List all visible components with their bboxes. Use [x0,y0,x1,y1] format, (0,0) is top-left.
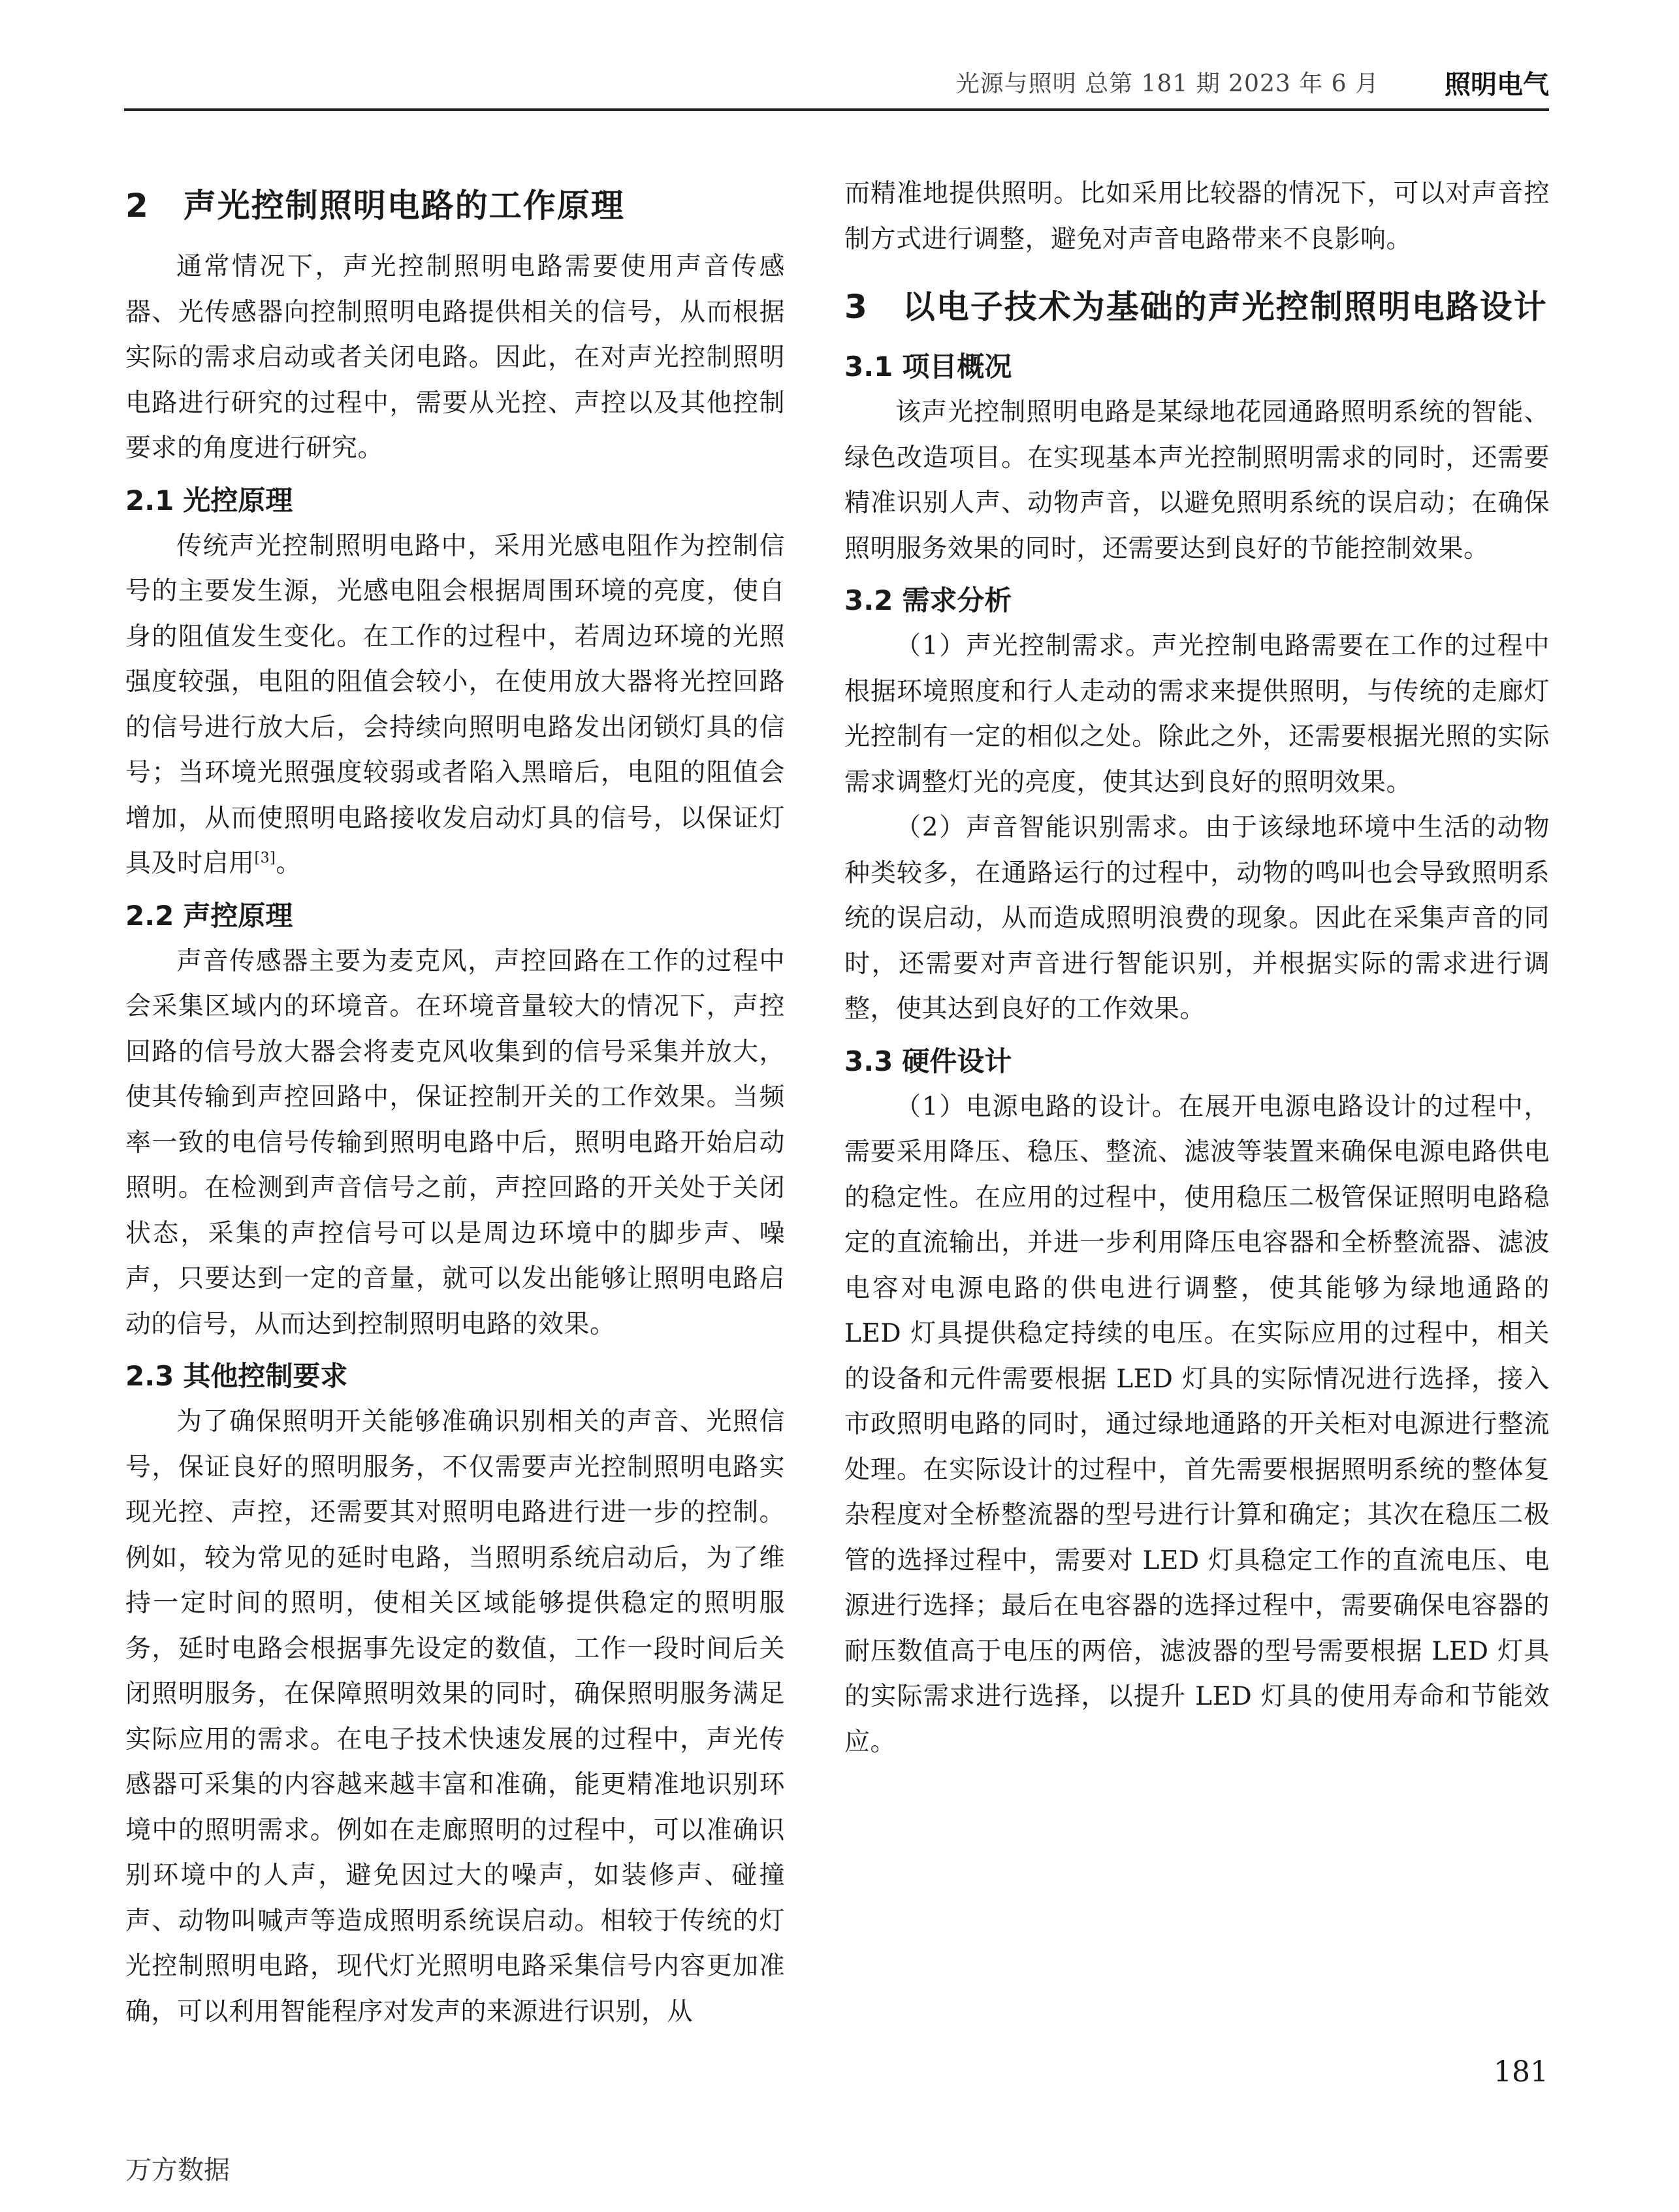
page-number: 181 [1494,2055,1548,2089]
section-title: 其他控制要求 [183,1360,348,1392]
section-number: 3.2 [844,584,893,616]
section-2-3-heading [125,1355,785,1398]
paragraph-intro: 通常情况下，声光控制照明电路需要使用声音传感器、光传感器向控制照明电路提供相关的信号，从而根据实际的需求启动或者关闭电路。因此，在对声光控制照明电路进行研究的过程中，需要从光控、声控以及其他控制要求的角度进行研究。 [125,252,785,463]
section-name: 照明电气 [1445,70,1549,100]
section-title: 需求分析 [902,584,1012,616]
section-title: 声控原理 [183,899,293,932]
paragraph-continued: 而精准地提供照明。比如采用比较器的情况下，可以对声音控制方式进行调整，避免对声音电路带来不良影响。 [844,179,1550,254]
section-title: 项目概况 [902,351,1012,383]
paragraph-3-2-a: （1）声光控制需求。声光控制电路需要在工作的过程中根据环境照度和行人走动的需求来提供照明，与传统的走廊灯光控制有一定的相似之处。除此之外，还需要根据光照的实际需求调整灯光的亮度，使其达到良好的照明效果。 [844,631,1550,797]
right-column [844,171,1550,1765]
section-number: 3.3 [844,1045,893,1077]
watermark-text: 万方数据 [125,2155,230,2185]
citation-ref: [3] [254,850,276,866]
section-title: 声光控制照明电路的工作原理 [183,187,625,225]
section-2-1-heading [125,479,785,522]
section-3-1-heading [844,345,1550,388]
section-number: 3.1 [844,351,893,383]
paragraph-2-3: 为了确保照明开关能够准确识别相关的声音、光照信号，保证良好的照明服务，不仅需要声光控制照明电路实现光控、声控，还需要其对照明电路进行进一步的控制。例如，较为常见的延时电路，当照明系统启动后，为了维持一定时间的照明，使相关区域能够提供稳定的照明服务，延时电路会根据事先设定的数值，工作一段时间后关闭照明服务，在保障照明效果的同时，确保照明服务满足实际应用的需求。在电子技术快速发展的过程中，声光传感器可采集的内容越来越丰富和准确，能更精准地识别环境中的照明需求。例如在走廊照明的过程中，可以准确识别环境中的人声，避免因过大的噪声，如装修声、碰撞声、动物叫喊声等造成照明系统误启动。相较于传统的灯光控制照明电路，现代灯光照明电路采集信号内容更加准确，可以利用智能程序对发声的来源进行识别，从 [125,1407,785,2027]
section-title: 以电子技术为基础的声光控制照明电路设计 [902,288,1548,326]
section-title: 光控原理 [183,484,293,516]
section-2-heading [125,180,785,231]
section-number: 2.1 [125,484,174,516]
section-3-heading [844,281,1550,332]
paragraph-3-3: （1）电源电路的设计。在展开电源电路设计的过程中，需要采用降压、稳压、整流、滤波等装置来确保电源电路供电的稳定性。在应用的过程中，使用稳压二极管保证照明电路稳定的直流输出，并进一步利用降压电容器和全桥整流器、滤波电容对电源电路的供电进行调整，使其能够为绿地通路的 LED 灯具提供稳定持续的电压。在实际应用的过程中，相关的设备和元件需要根据 LED 灯具的实际情况进行选择，接入市政照明电路的同时，通过绿地通路的开关柜对电源进行整流处理。在实际设计的过程中，首先需要根据照明系统的整体复杂程度对全桥整流器的型号进行计算和确定；其次在稳压二极管的选择过程中，需要对 LED 灯具稳定工作的直流电压、电源进行选择；最后在电容器的选择过程中，需要确保电容器的耐压数值高于电压的两倍，滤波器的型号需要根据 LED 灯具的实际需求进行选择，以提升 LED 灯具的使用寿命和节能效应。 [844,1092,1550,1757]
section-number: 2.2 [125,899,174,932]
section-3-3-heading [844,1040,1550,1083]
paragraph-2-1 [125,524,785,887]
paragraph-2-2: 声音传感器主要为麦克风，声控回路在工作的过程中会采集区域内的环境音。在环境音量较大的情况下，声控回路的信号放大器会将麦克风收集到的信号采集并放大，使其传输到声控回路中，保证控制开关的工作效果。当频率一致的电信号传输到照明电路中后，照明电路开始启动照明。在检测到声音信号之前，声控回路的开关处于关闭状态，采集的声控信号可以是周边环境中的脚步声、噪声，只要达到一定的音量，就可以发出能够让照明电路启动的信号，从而达到控制照明电路的效果。 [125,946,785,1339]
section-number: 2.3 [125,1360,174,1392]
paragraph-3-1: 该声光控制照明电路是某绿地花园通路照明系统的智能、绿色改造项目。在实现基本声光控制照明需求的同时，还需要精准识别人声、动物声音，以避免照明系统的误启动；在确保照明服务效果的同时，还需要达到良好的节能控制效果。 [844,398,1550,563]
left-column [125,171,785,2034]
paragraph-3-2-b: （2）声音智能识别需求。由于该绿地环境中生活的动物种类较多，在通路运行的过程中，动物的鸣叫也会导致照明系统的误启动，从而造成照明浪费的现象。因此在采集声音的同时，还需要对声音进行智能识别，并根据实际的需求进行调整，使其达到良好的工作效果。 [844,813,1550,1024]
journal-info: 光源与照明 总第 181 期 2023 年 6 月 [955,71,1379,97]
running-header [124,63,1549,111]
section-number: 2 [125,187,150,225]
section-3-2-heading [844,579,1550,622]
paragraph-text: 传统声光控制照明电路中，采用光感电阻作为控制信号的主要发生源，光感电阻会根据周围环境的亮度，使自身的阻值发生变化。在工作的过程中，若周边环境的光照强度较强，电阻的阻值会较小，在使用放大器将光控回路的信号进行放大后，会持续向照明电路发出闭锁灯具的信号；当环境光照强度较弱或者陷入黑暗后，电阻的阻值会增加，从而使照明电路接收发启动灯具的信号，以保证灯具及时启用 [125,531,785,878]
section-2-2-heading [125,894,785,938]
section-title: 硬件设计 [902,1045,1012,1077]
section-number: 3 [844,288,869,326]
paragraph-end: 。 [276,849,302,878]
